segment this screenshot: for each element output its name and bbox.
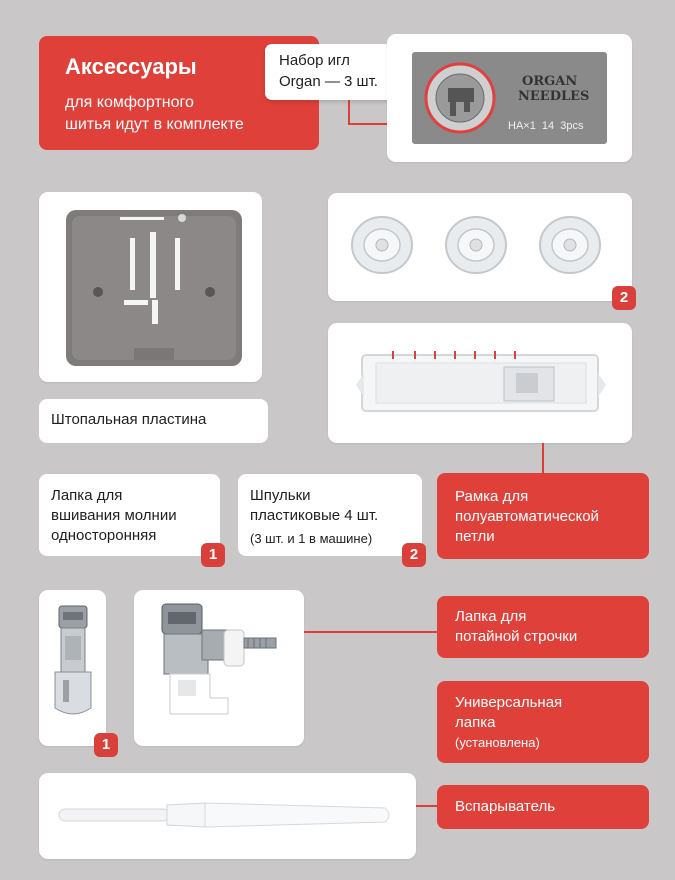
buttonhole-frame-image — [356, 345, 606, 425]
buttonhole-frame-label-1: Рамка для — [455, 488, 529, 505]
connector-ripper — [416, 805, 437, 807]
header-subtitle-2: шитья идут в комплекте — [65, 116, 244, 133]
plastic-bobbins-label-1: Шпульки — [250, 487, 311, 504]
universal-foot-label-2: лапка — [455, 714, 496, 731]
seam-ripper-image — [55, 795, 395, 835]
connector-blind — [304, 631, 437, 633]
blind-stitch-label-2: потайной строчки — [455, 628, 578, 645]
needles-spec: HA×1 14 3pcs — [508, 120, 584, 132]
zipper-foot-label-2: вшивания молнии — [51, 507, 177, 524]
needles-card — [387, 34, 632, 162]
seam-ripper-card — [39, 773, 416, 859]
connector-needles-h — [348, 123, 388, 125]
buttonhole-frame-label-3: петли — [455, 528, 495, 545]
zipper-foot-label-1: Лапка для — [51, 487, 123, 504]
needles-label — [265, 44, 395, 100]
zipper-foot-label-3: односторонняя — [51, 527, 157, 544]
buttonhole-frame-label-2: полуавтоматической — [455, 508, 599, 525]
needles-brand-2: NEEDLES — [518, 89, 590, 104]
plastic-bobbins-badge: 2 — [402, 543, 426, 567]
universal-foot-note: (установлена) — [455, 735, 540, 750]
bobbin-icon — [538, 213, 602, 277]
needles-label-line2: Organ — 3 шт. — [279, 73, 378, 90]
header-subtitle-1: для комфортного — [65, 94, 194, 111]
blind-stitch-label-1: Лапка для — [455, 608, 527, 625]
connector-frame — [542, 443, 544, 473]
seam-ripper-label-text: Вспарыватель — [455, 798, 556, 815]
seam-ripper-label — [437, 785, 649, 829]
buttonhole-frame-card — [328, 323, 632, 443]
bobbins-card — [328, 193, 632, 301]
universal-foot-label — [437, 681, 649, 763]
zipper-foot-card — [39, 590, 106, 746]
darning-plate-image — [64, 208, 244, 368]
bobbin-icon — [350, 213, 414, 277]
bobbin-icon — [444, 213, 508, 277]
buttonhole-frame-label — [437, 473, 649, 559]
plate-label — [39, 399, 268, 443]
zipper-foot-badge: 1 — [201, 543, 225, 567]
connector-needles-v — [348, 100, 350, 124]
needles-pack — [412, 52, 607, 144]
universal-foot-label-1: Универсальная — [455, 694, 563, 711]
blind-stitch-foot-card — [134, 590, 304, 746]
header-title: Аксессуары — [65, 54, 197, 79]
plate-label-text: Штопальная пластина — [51, 411, 207, 428]
plastic-bobbins-note: (3 шт. и 1 в машине) — [250, 531, 373, 546]
plate-card — [39, 192, 262, 382]
blind-stitch-foot-label — [437, 596, 649, 658]
zipper-foot-label — [39, 474, 220, 556]
needles-brand-1: ORGAN — [522, 74, 578, 89]
blind-stitch-foot-image — [150, 602, 290, 732]
foot-photo-badge: 1 — [94, 733, 118, 757]
needles-logo-icon — [420, 58, 500, 138]
bobbins-count-badge: 2 — [612, 286, 636, 310]
plastic-bobbins-label-2: пластиковые 4 шт. — [250, 507, 379, 524]
zipper-foot-image — [49, 604, 97, 724]
plastic-bobbins-label — [238, 474, 422, 556]
needles-label-line1: Набор игл — [279, 52, 350, 69]
